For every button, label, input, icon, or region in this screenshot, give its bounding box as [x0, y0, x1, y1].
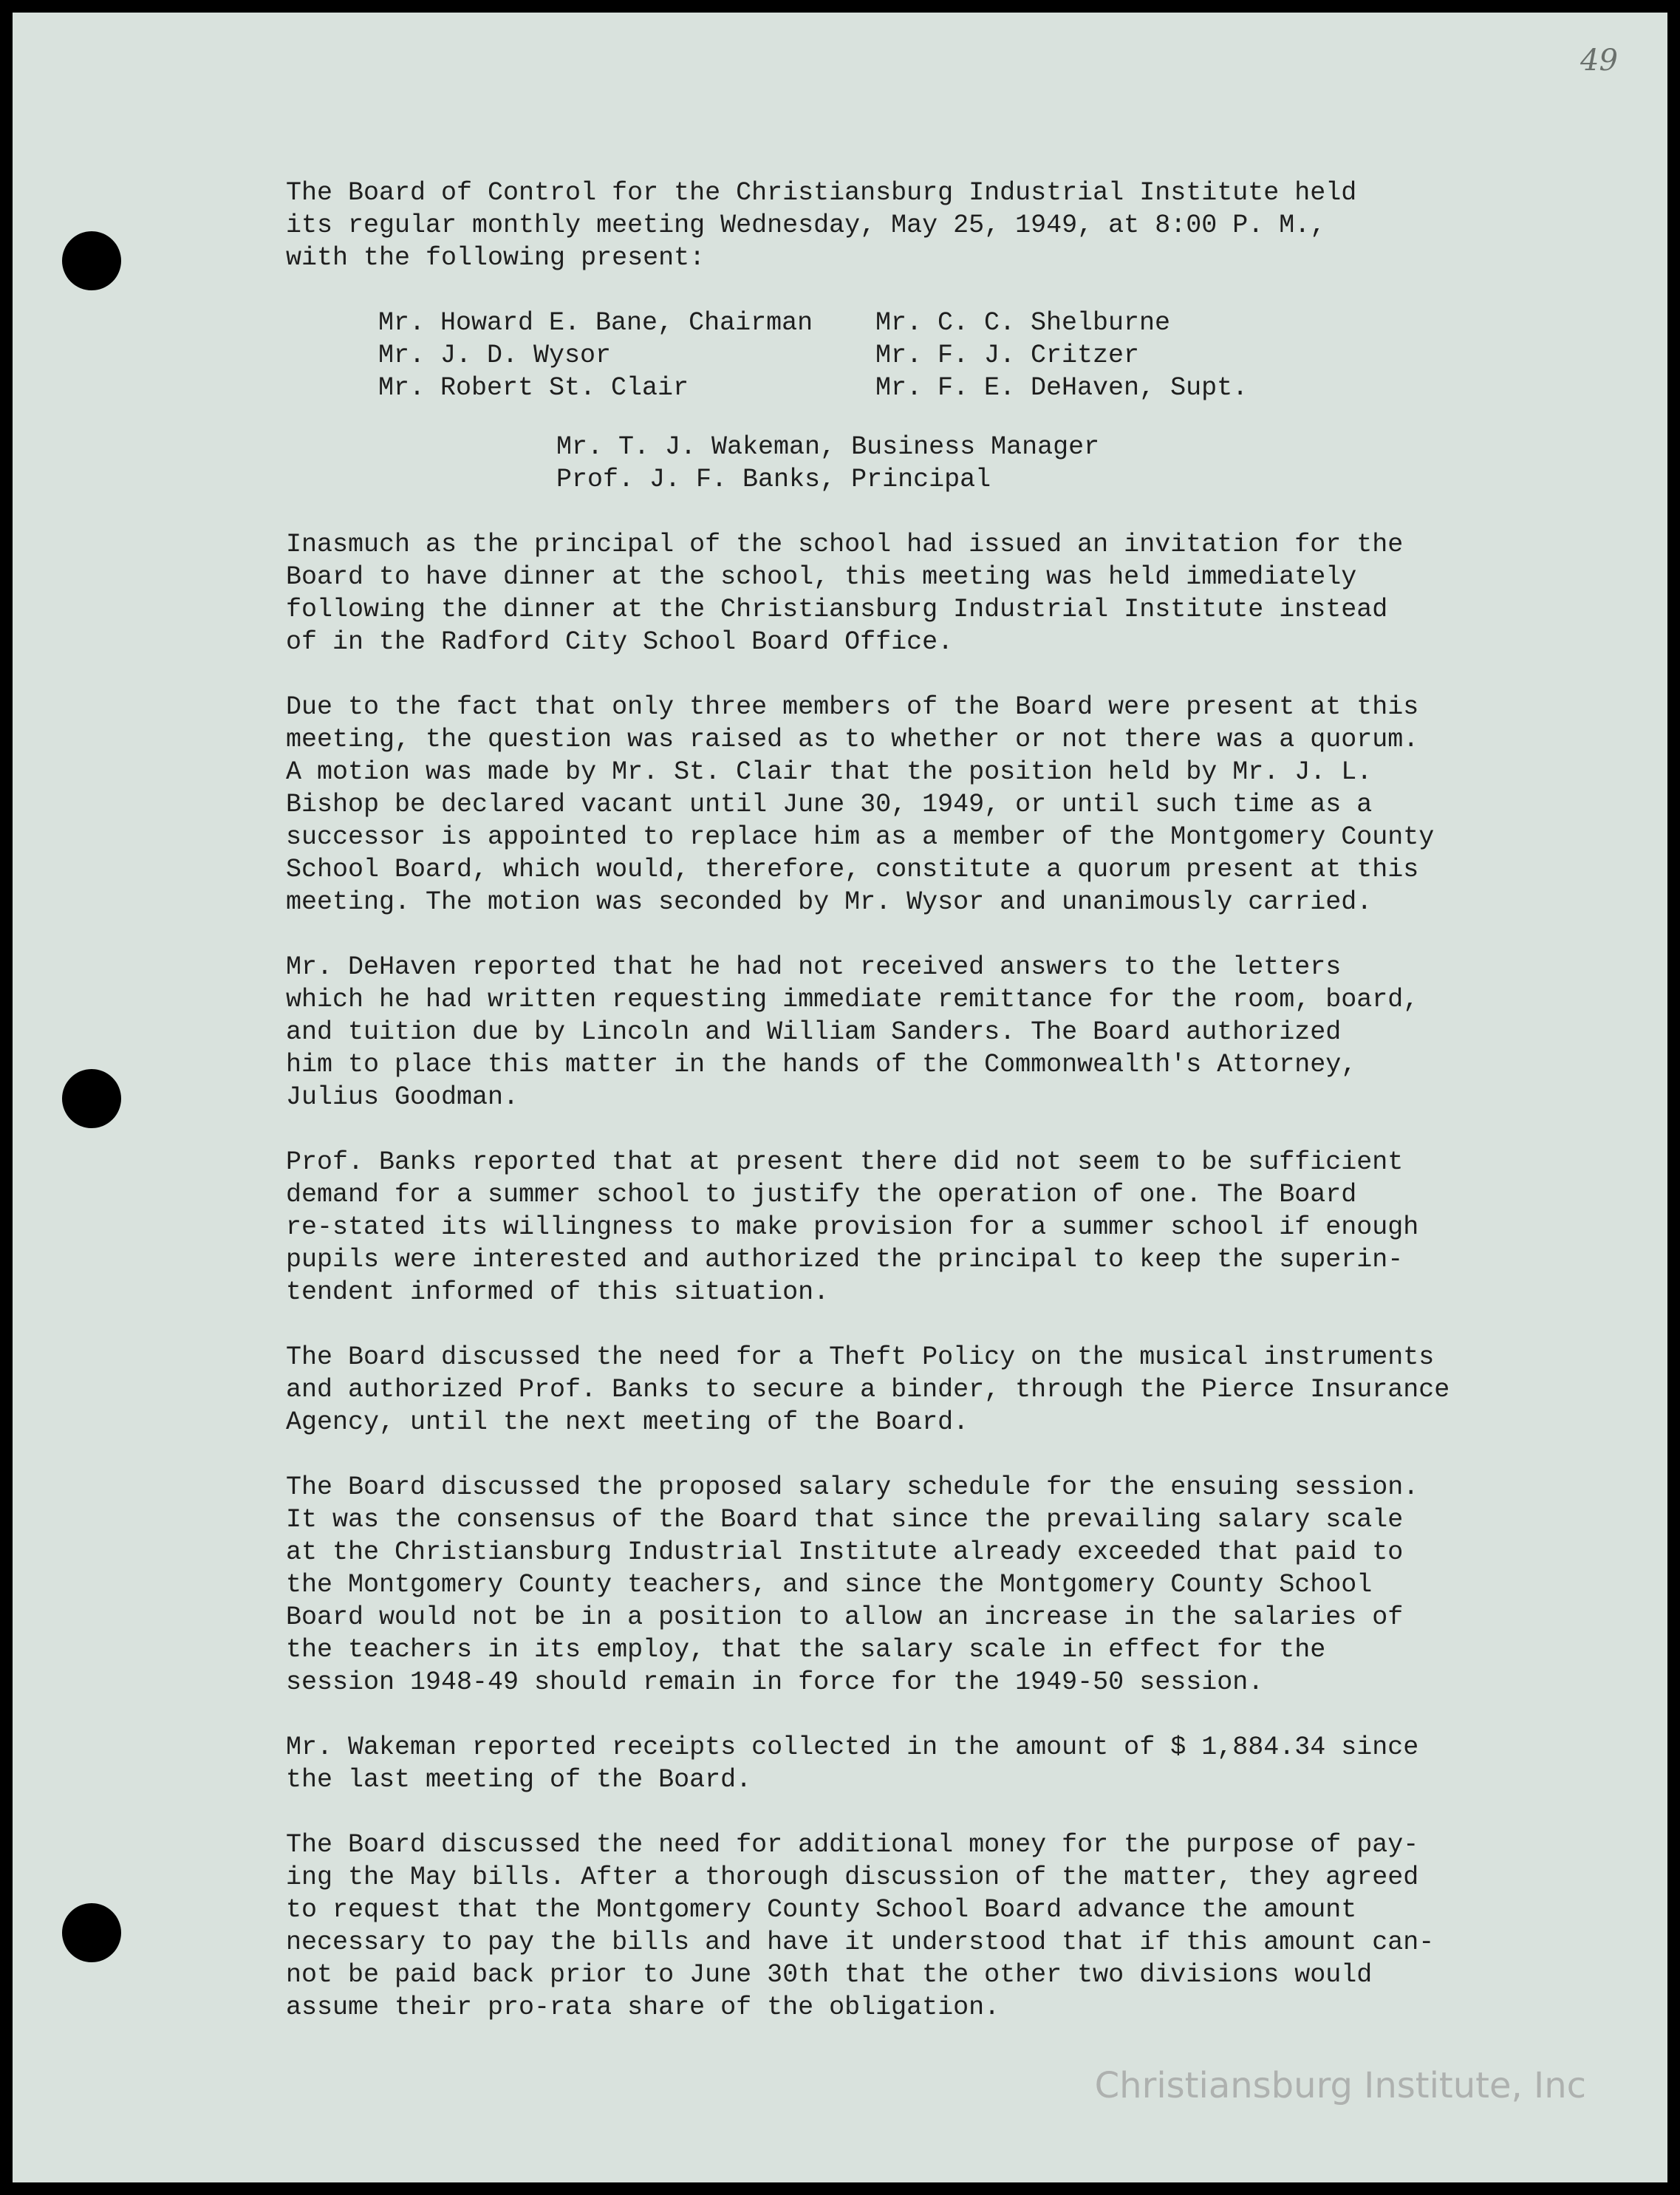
attendee-bane: Mr. Howard E. Bane, Chairman: [378, 308, 813, 338]
attendee-shelburne: Mr. C. C. Shelburne: [875, 308, 1171, 338]
watermark: Christiansburg Institute, Inc: [1094, 2065, 1586, 2106]
punch-hole-top: [62, 231, 121, 290]
punch-hole-middle: [62, 1069, 121, 1128]
paragraph-may-bills: The Board discussed the need for additional money for the purpose of pay- ing the May bills. After a thorough discussion of the matter, they agreed to request that the Montgomery County School Board advance the amount necessary to pay the bills and have it understood that if this amount can- not be paid back prior to June 30th that the other two divisions would assume their pro-rata share of the obligation.: [286, 1830, 1435, 2022]
attendee-wysor: Mr. J. D. Wysor: [378, 341, 612, 370]
minutes-body: [286, 177, 1512, 2056]
paragraph-receipts: Mr. Wakeman reported receipts collected in the amount of $ 1,884.34 since the last meeting of the Board.: [286, 1733, 1419, 1795]
paragraph-summer-school: Prof. Banks reported that at present there did not seem to be sufficient demand for a summer school to justify the operation of one. The Board re-stated its willingness to make provision for a summer school if enough pupils were interested and authorized the principal to keep the superin- tendent informed of this situation.: [286, 1147, 1419, 1307]
staff-list: [556, 431, 1512, 496]
paragraph-dinner-location: Inasmuch as the principal of the school had issued an invitation for the Board to have dinner at the school, this meeting was held immediately following the dinner at the Christiansburg Industrial Institute instead of in the Radford City School Board Office.: [286, 530, 1404, 657]
attendee-dehaven: Mr. F. E. DeHaven, Supt.: [875, 373, 1249, 403]
paragraph-remittance: Mr. DeHaven reported that he had not received answers to the letters which he had written requesting immediate remittance for the room, board, and tuition due by Lincoln and William Sanders. The Board authorized him to place this matter in the hands of the Commonwealth's Attorney, Julius Goodman.: [286, 952, 1419, 1112]
punch-hole-bottom: [62, 1903, 121, 1962]
page-number: 49: [1580, 44, 1618, 78]
paragraph-theft-policy: The Board discussed the need for a Theft Policy on the musical instruments and authorized Prof. Banks to secure a binder, through the Pierce Insurance Agency, until the next meeting of the Board.: [286, 1342, 1450, 1437]
attendees-list: [378, 307, 1512, 404]
staff-wakeman: Mr. T. J. Wakeman, Business Manager: [556, 432, 1100, 462]
intro-paragraph: The Board of Control for the Christiansburg Industrial Institute held its regular monthly meeting Wednesday, May 25, 1949, at 8:00 P. M., with the following present:: [286, 178, 1357, 273]
staff-banks: Prof. J. F. Banks, Principal: [556, 465, 991, 494]
document-page: [13, 13, 1667, 2182]
paragraph-salary-schedule: The Board discussed the proposed salary schedule for the ensuing session. It was the consensus of the Board that since the prevailing salary scale at the Christiansburg Industrial Institute already exceeded that paid to the Montgomery County teachers, and since the Montgomery County School Board would not be in a position to allow an increase in the salaries of the teachers in its employ, that the salary scale in effect for the session 1948-49 should remain in force for the 1949-50 session.: [286, 1472, 1419, 1697]
attendee-critzer: Mr. F. J. Critzer: [875, 341, 1140, 370]
paragraph-quorum-motion: Due to the fact that only three members of the Board were present at this meeting, the question was raised as to whether or not there was a quorum. A motion was made by Mr. St. Clair that the position held by Mr. J. L. Bishop be declared vacant until June 30, 1949, or until such time as a successor is appointed to replace him as a member of the Montgomery County School Board, which would, therefore, constitute a quorum present at this meeting. The motion was seconded by Mr. Wysor and unanimously carried.: [286, 692, 1435, 917]
attendee-st-clair: Mr. Robert St. Clair: [378, 373, 689, 403]
